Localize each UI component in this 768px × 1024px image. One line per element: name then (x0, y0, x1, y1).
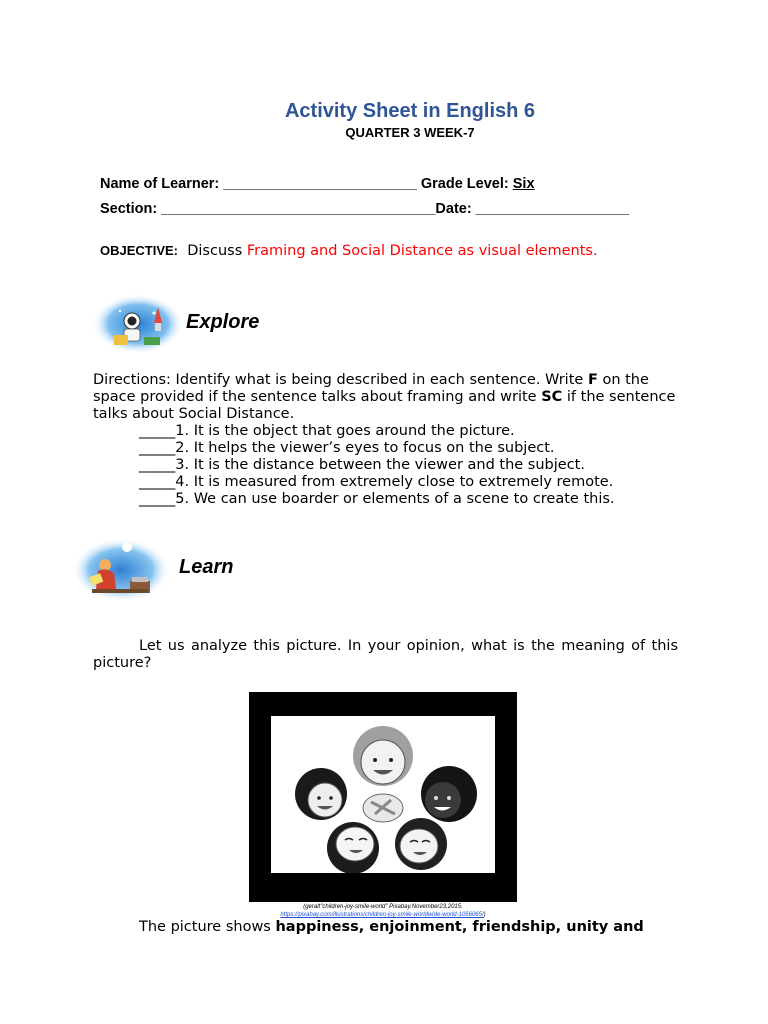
objective-text: Framing and Social Distance as visual elements. (246, 243, 598, 259)
explore-directions (93, 372, 678, 423)
explore-astronaut-icon (92, 293, 184, 355)
name-blank[interactable]: ________________________ (223, 176, 417, 192)
list-item: _____3. It is the distance between the viewer and the subject. (139, 457, 585, 473)
directions-part-1: Directions: Identify what is being described in each sentence. Write (93, 372, 588, 388)
caption-link[interactable]: https://pixabay.com/illustrations/children-joy-smile-worldwide-world-1056065/ (280, 912, 484, 918)
list-item: _____4. It is measured from extremely close to extremely remote. (139, 474, 614, 490)
objective-lead: Discuss (187, 243, 243, 259)
section-label: Section: (100, 201, 158, 217)
directions-f: F (587, 372, 598, 388)
picture-caption (249, 903, 517, 919)
list-item: _____2. It helps the viewer’s eyes to focus on the subject. (139, 440, 555, 456)
children-circle-illustration (271, 716, 495, 873)
name-label: Name of Learner: (100, 176, 220, 192)
directions-part-2: on the space provided if the sentence talks about framing and write (93, 372, 649, 405)
section-date-line (100, 201, 629, 217)
date-blank[interactable]: ___________________ (475, 201, 629, 217)
caption-end: ) (483, 912, 486, 918)
directions-part-3: if the sentence talks about Social Distance. (93, 389, 676, 422)
shows-lead: The picture shows (139, 919, 276, 935)
objective (100, 243, 598, 259)
grade-label: Grade Level: (420, 176, 509, 192)
page-subtitle: QUARTER 3 WEEK-7 (345, 125, 475, 140)
date-label: Date: (435, 201, 472, 217)
caption-link-line (249, 911, 517, 919)
learn-prompt: Let us analyze this picture. In your opinion, what is the meaning of this picture? (93, 638, 678, 671)
list-item: _____1. It is the object that goes around the picture. (139, 423, 515, 439)
section-blank[interactable]: __________________________________ (161, 201, 436, 217)
learner-info-line (100, 176, 535, 192)
grade-value: Six (512, 176, 535, 192)
objective-label: OBJECTIVE: (100, 243, 179, 258)
shows-bold: happiness, enjoinment, friendship, unity and (275, 919, 644, 935)
explore-heading: Explore (186, 311, 260, 333)
page-title: Activity Sheet in English 6 (284, 100, 536, 122)
learn-reading-girl-icon (72, 537, 170, 603)
picture-shows-line (139, 919, 644, 935)
children-picture (249, 692, 517, 902)
caption-citation: (geralt"children-joy-smile-world" Pixabay.November23,2015. (303, 904, 463, 910)
learn-heading: Learn (179, 556, 234, 578)
directions-sc: SC (541, 389, 563, 405)
picture-white-area (271, 716, 495, 873)
list-item: _____5. We can use boarder or elements of a scene to create this. (139, 491, 615, 507)
